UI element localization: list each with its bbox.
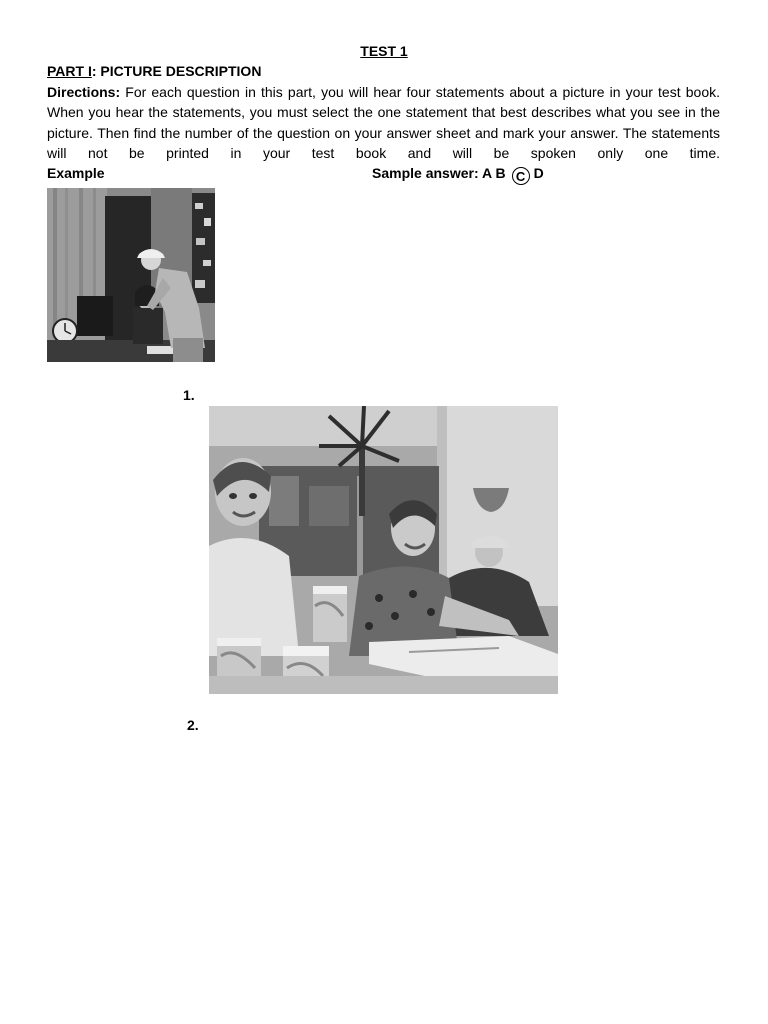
part-title: : PICTURE DESCRIPTION	[91, 63, 262, 79]
question-1-photo	[209, 406, 558, 694]
question-1-number: 1.	[183, 387, 195, 403]
example-label: Example	[47, 165, 105, 181]
sample-answer	[372, 165, 544, 185]
part-heading	[47, 63, 261, 79]
question-2-number: 2.	[187, 717, 199, 733]
directions-paragraph	[47, 82, 720, 163]
example-row	[47, 163, 720, 183]
sample-answer-suffix: D	[533, 165, 544, 181]
circled-answer-c: C	[512, 167, 530, 185]
sample-answer-prefix: Sample answer: A B	[372, 165, 506, 181]
example-photo	[47, 188, 215, 362]
directions-text: For each question in this part, you will hear four statements about a picture in your test book. When you hear the statements, you must select the one statement that best describes what you see in the picture. Then find the number of the question on your answer sheet and mark your answer. The statements will not be printed in your test book and will be spoken only one time.	[47, 84, 720, 161]
test-title: TEST 1	[360, 43, 408, 59]
directions-label: Directions:	[47, 84, 121, 100]
part-label: PART I	[47, 63, 92, 79]
